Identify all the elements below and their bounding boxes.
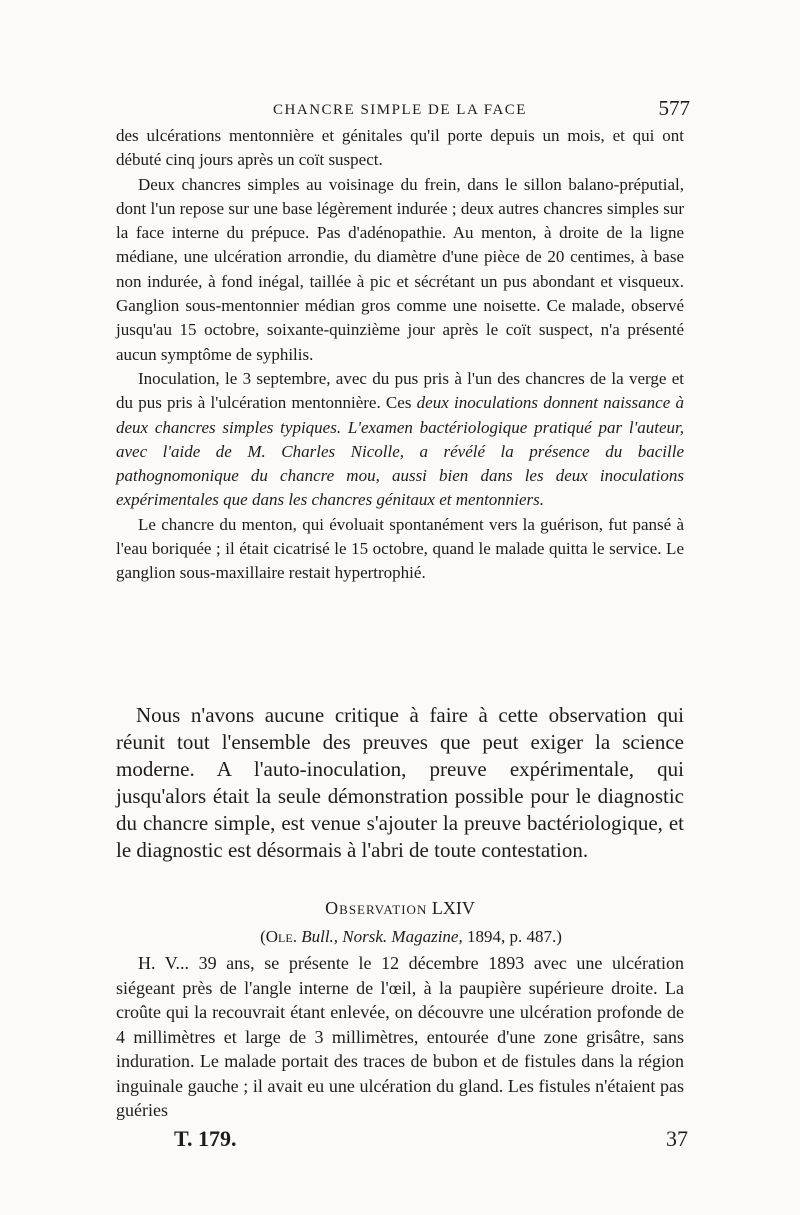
page-footer [174,1126,688,1156]
inoculation-text: Inoculation, le 3 septembre, avec du pus pris à l'un des chancres de la verge et du pus pris à l'ulcération mentonnière. Ces [116,368,684,413]
paragraph-outcome: Le chancre du menton, qui évoluait spontanément vers la guérison, fut pansé à l'eau boriquée ; il était cicatrisé le 15 octobre, quand le malade quitta le service. Le ganglion sous-maxillaire restait hypertrophié. [116,514,684,583]
commentary-paragraph: Nous n'avons aucune critique à faire à cette observation qui réunit tout l'ensemble des preuves que peut exiger la science moderne. A l'auto-inoculation, preuve expérimentale, qui jusqu'alors était la seule démonstration possible pour le diagnostic du chancre simple, est venue s'ajouter la preuve bactériologique, et le diagnostic est désormais à l'abri de toute contestation. [116,703,684,862]
observation-text: H. V... 39 ans, se présente le 12 décembre 1893 avec une ulcération siégeant près de l'angle interne de l'œil, à la paupière supérieure droite. La croûte qui la recouvrait étant enlevée, on découvre une ulcération profonde de 4 millimètres et large de 3 millimètres, entourée d'une zone grisâtre, sans induration. Le malade portait des traces de bubon et de fistules dans la région inguinale gauche ; il avait eu une ulcération du gland. Les fistules n'étaient pas guéries [116,953,684,1120]
ref-open: ( [260,926,266,946]
observation-body [116,124,684,586]
paragraph-clinical-findings: Deux chancres simples au voisinage du frein, dans le sillon balano-préputial, dont l'un repose sur une base légèrement indurée ; deux autres chancres simples sur la face interne du prépuce. Pas d'adénopathie. Au menton, à droite de la ligne médiane, une ulcération arrondie, du diamètre d'une pièce de 20 centimes, à base non indurée, à fond inégal, taillée à pic et sécrétant un pus abondant et visqueux. Ganglion sous-mentonnier médian gros comme une noisette. Ce malade, observé jusqu'au 15 octobre, soixante-quinzième jour après le coït suspect, n'a présenté aucun symptôme de syphilis. [116,174,684,364]
inoculation-italic-text: deux inoculations donnent naissance à deux chancres simples typiques. L'examen bactériologique pratiqué par l'auteur, avec l'aide de M. Charles Nicolle, a révélé la présence du bacille pathognomonique du chancre mou, aussi bien dans les deux inoculations expérimentales que dans les chancres génitaux et mentonniers. [116,393,684,510]
ref-journal: Bull., Norsk. Magazine, [301,926,463,946]
page-number: 577 [658,96,690,120]
paragraph-inoculation [116,367,684,513]
observation-section [116,896,684,1123]
sheet-number: 37 [666,1126,688,1151]
ref-author: Ole. [265,926,297,946]
observation-reference [116,925,684,950]
running-header [110,96,690,126]
observation-heading [116,896,684,921]
commentary-block [116,702,684,864]
observation-label: Observation [325,898,428,918]
signature-mark: T. 179. [174,1126,237,1151]
ref-rest: 1894, p. 487.) [462,926,562,946]
running-title: CHANCRE SIMPLE DE LA FACE [273,102,527,118]
paragraph-continuation: des ulcérations mentonnière et génitales qu'il porte depuis un mois, et qui ont débuté cinq jours après un coït suspect. [116,126,684,170]
observation-number: LXIV [431,898,475,918]
